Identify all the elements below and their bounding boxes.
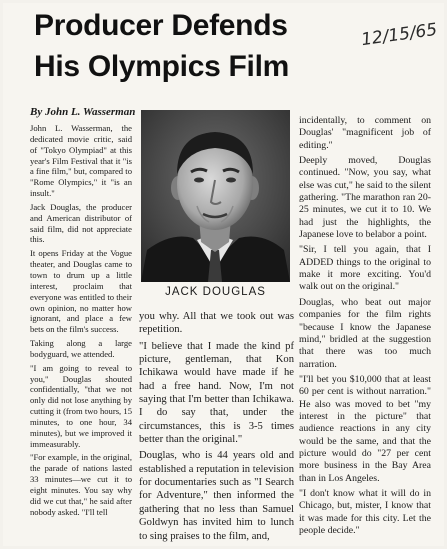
paragraph: Douglas, who beat out major companies for the film rights "because I know the Japanese mind," bridled at the suggestion that there was too much narration. — [299, 296, 431, 370]
paragraph: "I believe that I made the kind pf picture, gentleman, that Kon Ichikawa would have made if he had a free hand. Now, I'm not saying that I'm better than Ichikawa. I do say that, under the circumstances, this is 3-5 times better than the original." — [139, 340, 294, 446]
headline-line-2: His Olympics Film — [34, 50, 289, 83]
paragraph: "I'll bet you $10,000 that at least 60 per cent is without narration." He also was moved to bet "my interest in the picture" that audience reactions in any city would be the same, and that the picture would do "27 per cent more business in the Bay Area than in Los Angeles. — [299, 373, 431, 484]
paragraph: "For example, in the original, the parade of nations lasted 33 minutes—we cut it to eight minutes. You say why did we cut that," he said after nobody asked. "I'll tell — [30, 452, 132, 517]
paragraph: Jack Douglas, the producer and American distributor of said film, did not appreciate this. — [30, 201, 132, 245]
article-column-1 — [30, 123, 132, 518]
paragraph: "I am going to reveal to you," Douglas shouted confidentially, "that we not only did not lose anything by cutting it (from two hours, 15 minutes, to one hour, 34 minutes), but we improved it immeasurably. — [30, 362, 132, 449]
handwritten-date: 12/15/65 — [359, 19, 439, 51]
paragraph: "Sir, I tell you again, that I ADDED things to the original to make it more exciting. You'd walk out on the original." — [299, 244, 431, 293]
paragraph: incidentally, to comment on Douglas' "magnificent job of editing." — [299, 115, 431, 151]
paragraph: John L. Wasserman, the dedicated movie critic, said of "Tokyo Olympiad" at this year's Film Festival that it "is a fine film," but, compared to "Rome Olympics," it "is an insult." — [30, 123, 132, 199]
paragraph: It opens Friday at the Vogue theater, and Douglas came to town to drum up a little interest, proclaim that everyone was entitled to their own opinion, no matter how ignorant, and place a few bets on the film's success. — [30, 248, 132, 335]
article-column-3 — [299, 115, 431, 537]
headline-line-1: Producer Defends — [34, 9, 288, 42]
article-column-2 — [139, 310, 294, 543]
photo-caption: JACK DOUGLAS — [165, 286, 266, 298]
paragraph: Taking along a large bodyguard, we attended. — [30, 338, 132, 359]
newspaper-clipping — [3, 3, 444, 546]
portrait-photo — [141, 110, 290, 282]
paragraph: Deeply moved, Douglas continued. "Now, you say, what else was cut," he said to the silent gathering. "The marathon ran 20-25 minutes, we cut it to 10. We had just the highlights, the Japanese love to belabor a point. — [299, 155, 431, 241]
paragraph: Douglas, who is 44 years old and established a reputation in television for documentaries such as "I Search for Adventure," then informed the gathering that no less than Samuel Goldwyn has invited him to lunch to sing praises to the film, and, — [139, 450, 294, 542]
byline: By John L. Wasserman — [30, 106, 136, 118]
paragraph: you why. All that we took out was repetition. — [139, 311, 294, 336]
paragraph: "I don't know what it will do in Chicago, but, mister, I know that it was made for this city. Let the people decide." — [299, 487, 431, 536]
